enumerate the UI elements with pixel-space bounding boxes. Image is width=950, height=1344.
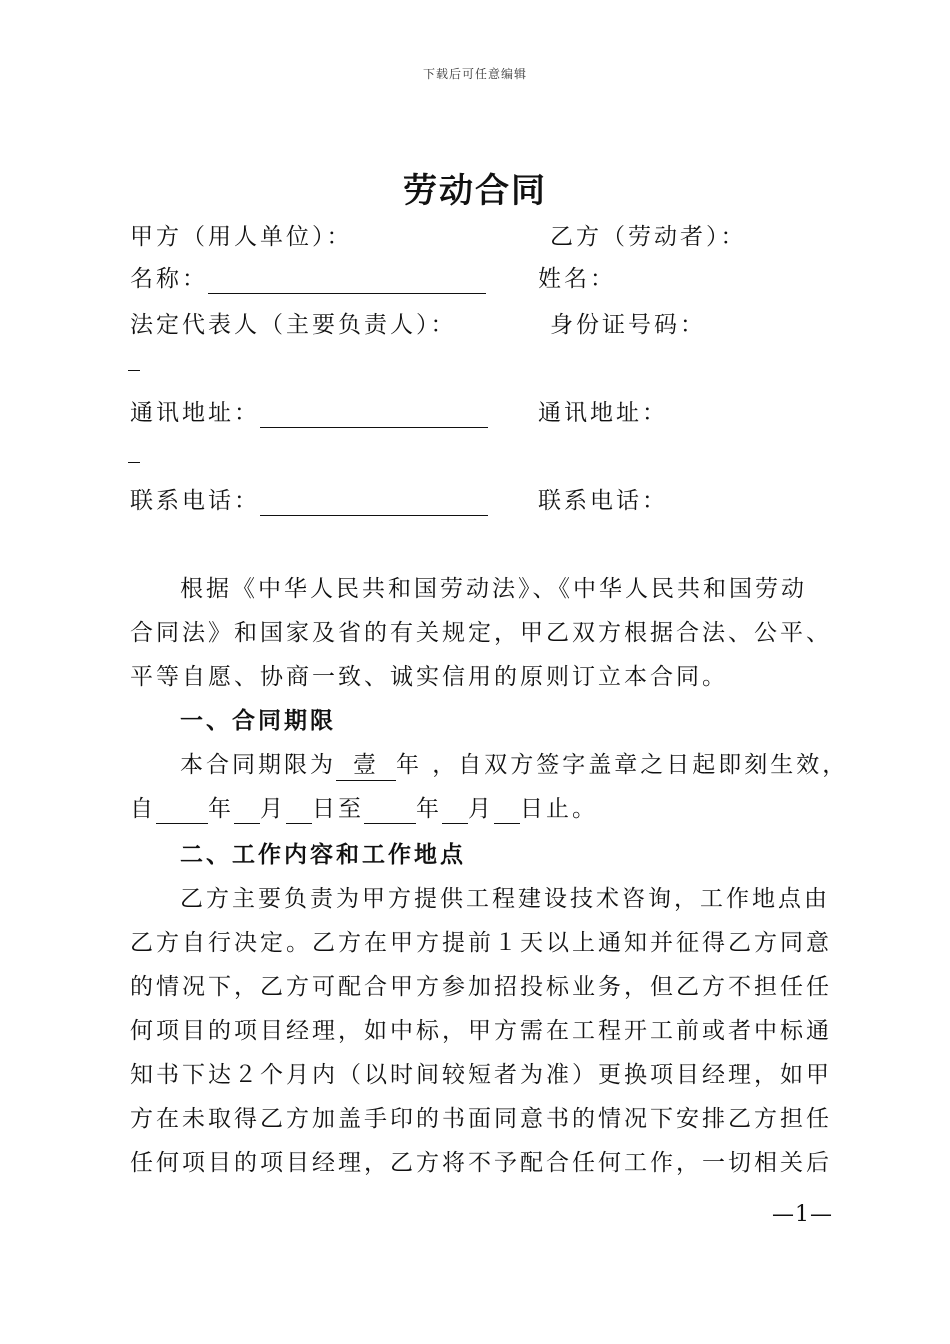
end-month-field[interactable] (442, 797, 468, 824)
end-month-label: 月 (468, 796, 494, 822)
rep-field-underline[interactable] (128, 370, 140, 371)
party-a-address-row (130, 398, 488, 428)
section-2-line: 任何项目的项目经理，乙方将不予配合任何工作，一切相关后 (130, 1150, 832, 1176)
party-a-phone-field[interactable] (260, 491, 488, 516)
end-year-label: 年 (416, 796, 442, 822)
section-2-line: 乙方主要负责为甲方提供工程建设技术咨询，工作地点由 (180, 886, 830, 912)
term-value[interactable]: 壹 (336, 750, 396, 781)
party-a-heading: 甲方（用人单位）： (130, 224, 353, 250)
party-b-id-label: 身份证号码： (550, 312, 706, 338)
intro-line-3: 平等自愿、协商一致、诚实信用的原则订立本合同。 (130, 664, 728, 690)
party-b-phone-label: 联系电话： (538, 488, 668, 514)
section-2-line: 乙方自行决定。乙方在甲方提前１天以上通知并征得乙方同意 (130, 930, 832, 956)
start-day-label: 日至 (312, 796, 364, 822)
date-from-label: 自 (130, 796, 156, 822)
section-1-heading: 一、合同期限 (180, 707, 336, 734)
date-range-row (130, 794, 598, 824)
term-prefix: 本合同期限为 (180, 752, 336, 778)
intro-line-1: 根据《中华人民共和国劳动法》、《中华人民共和国劳动 (180, 576, 807, 602)
party-a-rep-label: 法定代表人（主要负责人）： (130, 312, 457, 338)
party-b-name-label: 姓名： (538, 266, 616, 292)
section-2-line: 方在未取得乙方加盖手印的书面同意书的情况下安排乙方担任 (130, 1106, 832, 1132)
section-2-heading: 二、工作内容和工作地点 (180, 841, 466, 868)
start-year-field[interactable] (156, 797, 208, 824)
intro-line-2: 合同法》和国家及省的有关规定，甲乙双方根据合法、公平、 (130, 620, 832, 646)
end-day-field[interactable] (494, 797, 520, 824)
section-2-line: 知书下达２个月内（以时间较短者为准）更换项目经理，如甲 (130, 1062, 832, 1088)
party-a-address-field[interactable] (260, 403, 488, 428)
term-suffix: 年 ，自双方签字盖章之日起即刻生效， (396, 752, 849, 778)
section-2-line: 的情况下，乙方可配合甲方参加招投标业务，但乙方不担任任 (130, 974, 832, 1000)
page-number: —1— (772, 1202, 833, 1227)
start-month-label: 月 (260, 796, 286, 822)
address-field-underline[interactable] (128, 462, 140, 463)
start-day-field[interactable] (286, 797, 312, 824)
party-a-name-row (130, 264, 486, 294)
party-a-address-label: 通讯地址： (130, 400, 260, 426)
section-2-line: 何项目的项目经理，如中标，甲方需在工程开工前或者中标通 (130, 1018, 832, 1044)
start-month-field[interactable] (234, 797, 260, 824)
party-a-name-field[interactable] (208, 269, 486, 294)
party-b-heading: 乙方（劳动者）： (550, 224, 747, 250)
party-a-phone-label: 联系电话： (130, 488, 260, 514)
party-b-address-label: 通讯地址： (538, 400, 668, 426)
start-year-label: 年 (208, 796, 234, 822)
end-day-label: 日止。 (520, 796, 598, 822)
end-year-field[interactable] (364, 797, 416, 824)
document-title: 劳动合同 (403, 171, 547, 211)
page-header-note: 下载后可任意编辑 (422, 67, 527, 81)
party-a-name-label: 名称： (130, 266, 208, 292)
term-row (180, 750, 848, 781)
party-a-phone-row (130, 486, 488, 516)
